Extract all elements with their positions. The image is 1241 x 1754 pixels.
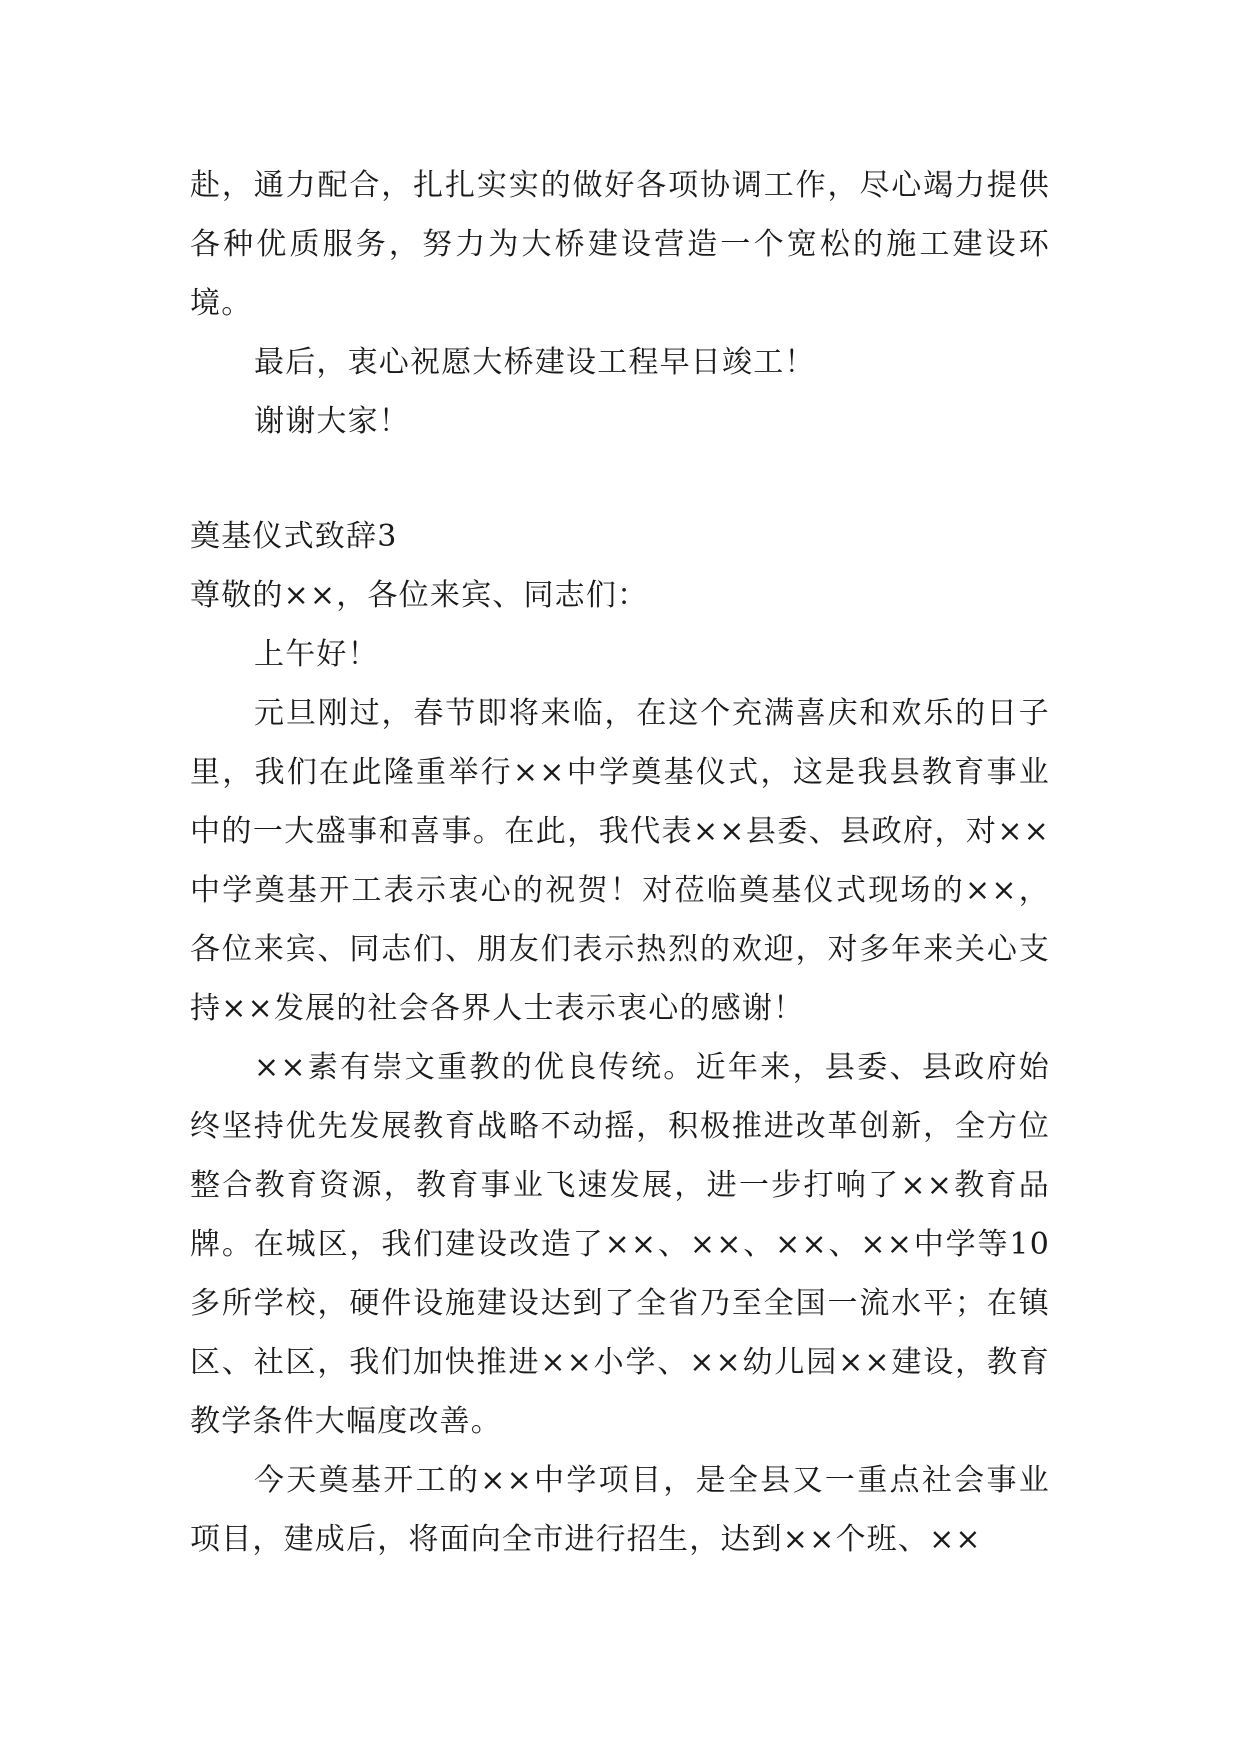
- body-paragraph: 元旦刚过，春节即将来临，在这个充满喜庆和欢乐的日子里，我们在此隆重举行××中学奠基仪式，这是我县教育事业中的一大盛事和喜事。在此，我代表××县委、县政府，对××中学奠基开工表示衷心的祝贺！对莅临奠基仪式现场的××，各位来宾、同志们、朋友们表示热烈的欢迎，对多年来关心支持××发展的社会各界人士表示衷心的感谢！: [190, 696, 1050, 1026]
- paragraph-closing-wish: 最后，衷心祝愿大桥建设工程早日竣工！: [254, 345, 816, 380]
- body-paragraph: ××素有崇文重教的优良传统。近年来，县委、县政府始终坚持优先发展教育战略不动摇，积极推进改革创新，全方位整合教育资源，教育事业飞速发展，进一步打响了××教育品牌。在城区，我们建设改造了××、××、××、××中学等10多所学校，硬件设施建设达到了全省乃至全国一流水平；在镇区、社区，我们加快推进××小学、××幼儿园××建设，教育教学条件大幅度改善。: [190, 1050, 1050, 1439]
- body-paragraph: 今天奠基开工的××中学项目，是全县又一重点社会事业项目，建成后，将面向全市进行招生，达到××个班、××: [190, 1463, 1050, 1557]
- section-gap: [190, 451, 1050, 507]
- paragraph-continued: 赴，通力配合，扎扎实实的做好各项协调工作，尽心竭力提供各种优质服务，努力为大桥建设营造一个宽松的施工建设环境。: [190, 168, 1050, 321]
- greeting: 上午好！: [254, 637, 379, 672]
- salutation: 尊敬的××，各位来宾、同志们：: [190, 578, 649, 613]
- section-title: 奠基仪式致辞3: [190, 519, 398, 554]
- paragraph-thanks: 谢谢大家！: [254, 404, 410, 439]
- document-body: [190, 156, 1050, 1569]
